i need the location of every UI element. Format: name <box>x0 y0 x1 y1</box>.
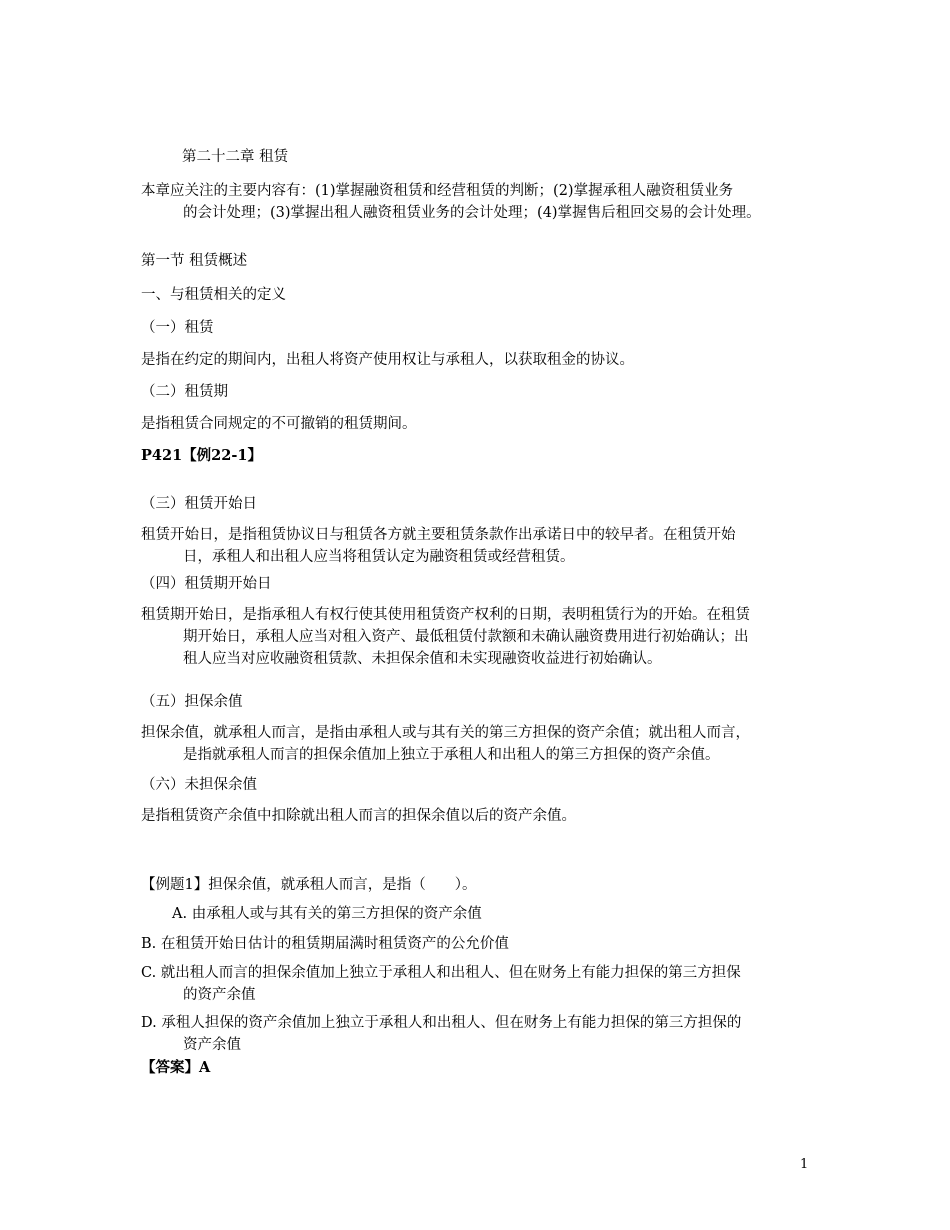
option-b: B. 在租赁开始日估计的租赁期届满时租赁资产的公允价值 <box>141 936 509 952</box>
section-title: 第一节 租赁概述 <box>141 253 248 269</box>
example-reference: P421【例22-1】 <box>141 447 262 464</box>
def-5-paragraph <box>141 722 750 766</box>
def-4-line-1: 租赁期开始日，是指承租人有权行使其使用租赁资产权利的日期，表明租赁行为的开始。在租赁 <box>141 607 750 623</box>
def-2-title: （二）租赁期 <box>141 384 228 400</box>
def-2-text: 是指租赁合同规定的不可撤销的租赁期间。 <box>141 416 417 432</box>
def-3-title: （三）租赁开始日 <box>141 496 257 512</box>
option-c <box>141 962 741 1006</box>
option-d-line-1: D. 承租人担保的资产余值加上独立于承租人和出租人、但在财务上有能力担保的第三方担保的 <box>141 1015 742 1031</box>
option-d <box>141 1012 741 1056</box>
def-6-title: （六）未担保余值 <box>141 777 257 793</box>
def-4-paragraph <box>141 604 750 670</box>
option-d-line-2: 资产余值 <box>183 1037 241 1053</box>
page-number: 1 <box>800 1157 809 1172</box>
def-4-line-3: 租人应当对应收融资租赁款、未担保余值和未实现融资收益进行初始确认。 <box>183 651 662 667</box>
chapter-title: 第二十二章 租赁 <box>182 149 289 165</box>
intro-line-1: 本章应关注的主要内容有：(1)掌握融资租赁和经营租赁的判断；(2)掌握承租人融资租赁业务 <box>141 183 734 199</box>
def-1-text: 是指在约定的期间内，出租人将资产使用权让与承租人，以获取租金的协议。 <box>141 352 634 368</box>
def-1-title: （一）租赁 <box>141 320 214 336</box>
answer: 【答案】A <box>141 1059 211 1076</box>
part-title: 一、与租赁相关的定义 <box>141 287 286 303</box>
def-3-paragraph <box>141 524 736 568</box>
def-5-title: （五）担保余值 <box>141 694 243 710</box>
option-c-line-2: 的资产余值 <box>183 987 256 1003</box>
def-3-line-2: 日，承租人和出租人应当将租赁认定为融资租赁或经营租赁。 <box>183 549 575 565</box>
def-4-title: （四）租赁期开始日 <box>141 576 272 592</box>
option-a: A. 由承租人或与其有关的第三方担保的资产余值 <box>172 906 482 922</box>
def-4-line-2: 期开始日，承租人应当对租入资产、最低租赁付款额和未确认融资费用进行初始确认；出 <box>183 629 749 645</box>
option-c-line-1: C. 就出租人而言的担保余值加上独立于承租人和出租人、但在财务上有能力担保的第三方担保 <box>141 965 741 981</box>
def-6-text: 是指租赁资产余值中扣除就出租人而言的担保余值以后的资产余值。 <box>141 808 576 824</box>
question-stem: 【例题1】担保余值，就承租人而言，是指（ ）。 <box>141 877 477 893</box>
intro-line-2: 的会计处理；(3)掌握出租人融资租赁业务的会计处理；(4)掌握售后租回交易的会计处理。 <box>183 205 761 221</box>
def-3-line-1: 租赁开始日，是指租赁协议日与租赁各方就主要租赁条款作出承诺日中的较早者。在租赁开始 <box>141 527 736 543</box>
intro-paragraph <box>141 180 761 224</box>
def-5-line-1: 担保余值，就承租人而言，是指由承租人或与其有关的第三方担保的资产余值；就出租人而言， <box>141 725 750 741</box>
def-5-line-2: 是指就承租人而言的担保余值加上独立于承租人和出租人的第三方担保的资产余值。 <box>183 747 720 763</box>
